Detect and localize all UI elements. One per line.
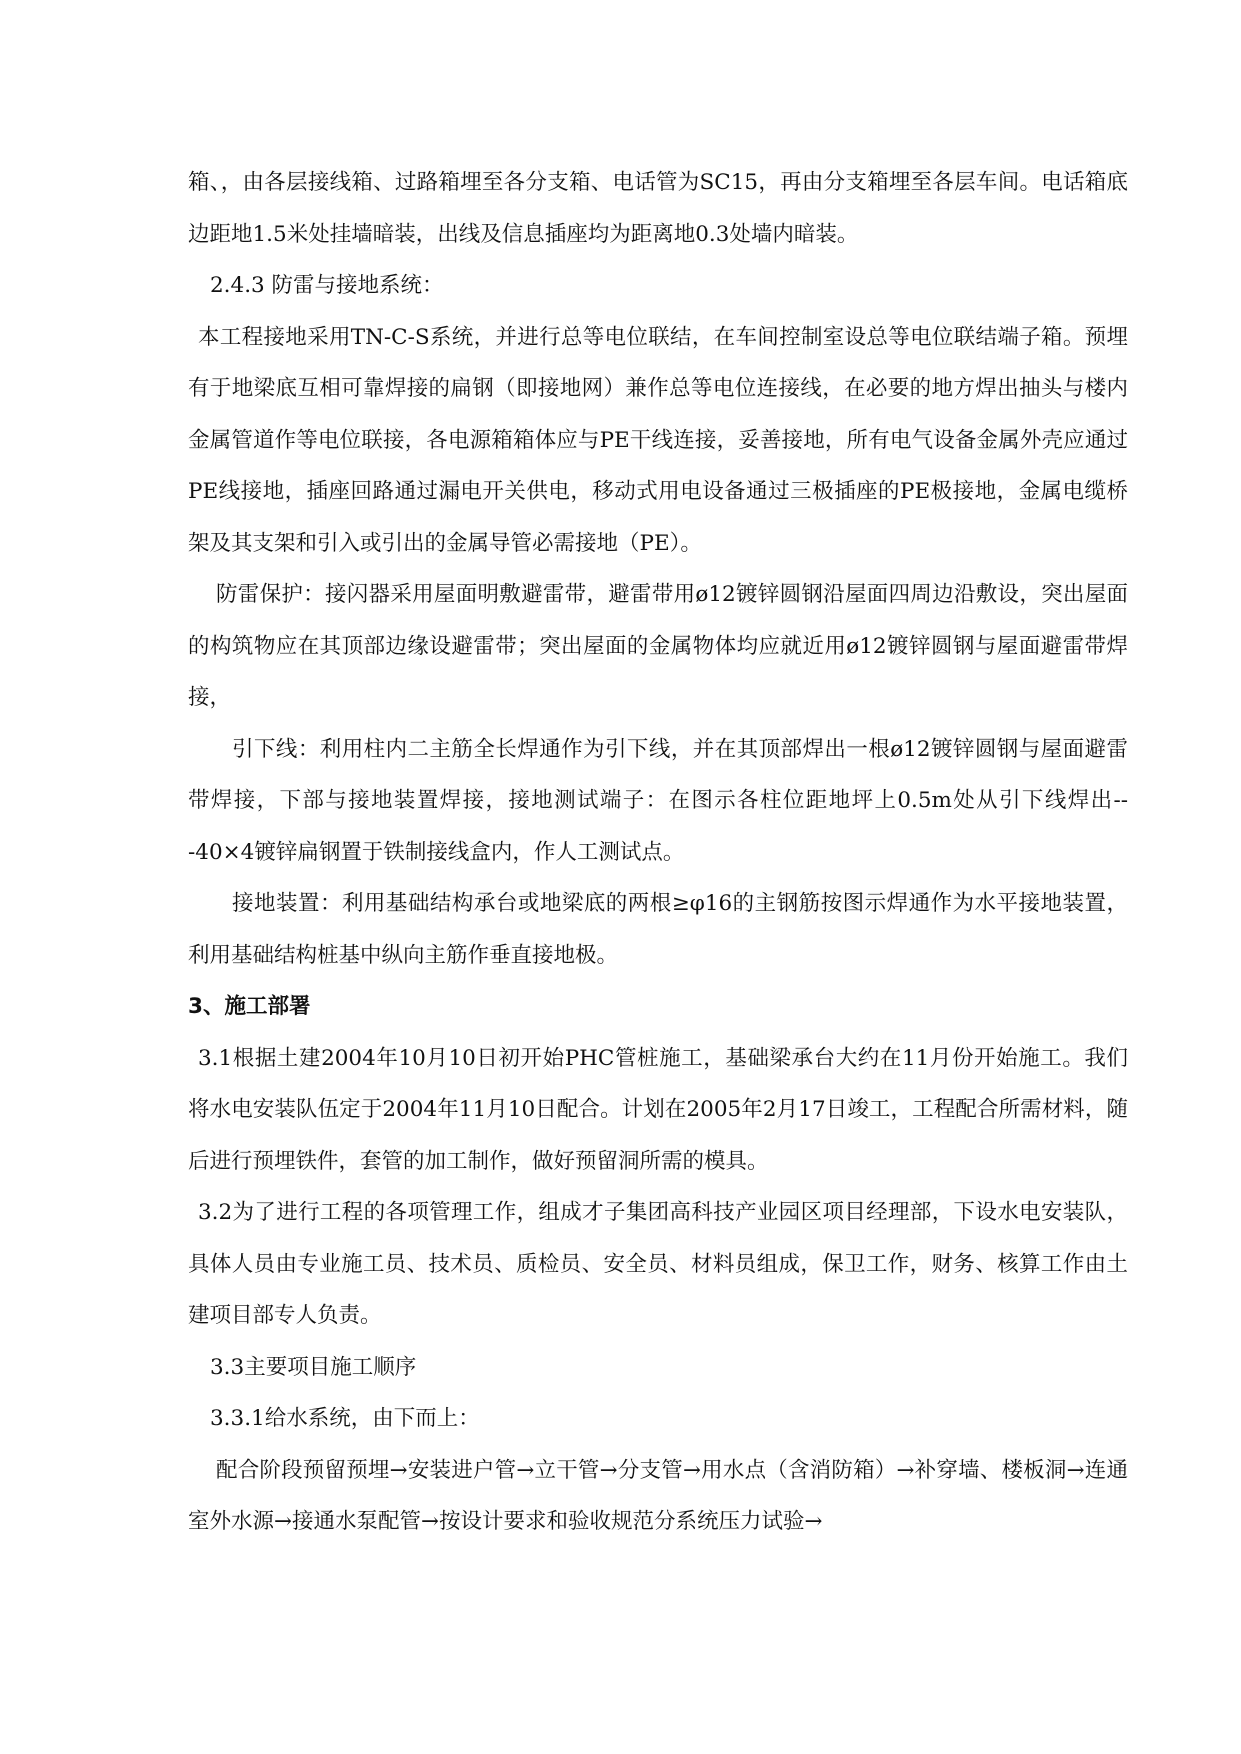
paragraph-water-supply-sequence: 配合阶段预留预埋→安装进户管→立干管→分支管→用水点（含消防箱）→补穿墙、楼板洞→连通室外水源→接通水泵配管→按设计要求和验收规范分系统压力试验→: [188, 1457, 1128, 1534]
paragraph-grounding-system: 本工程接地采用TN-C-S系统，并进行总等电位联结，在车间控制室设总等电位联结端子箱。预埋有于地梁底互相可靠焊接的扁钢（即接地网）兼作总等电位连接线，在必要的地方焊出抽头与楼内金属管道作等电位联接，各电源箱箱体应与PE干线连接，妥善接地，所有电气设备金属外壳应通过PE线接地，插座回路通过漏电开关供电，移动式用电设备通过三极插座的PE极接地，金属电缆桥架及其支架和引入或引出的金属导管必需接地（PE）。: [188, 324, 1128, 556]
document-body: [188, 157, 1128, 1548]
heading-section-3: 3、施工部署: [188, 994, 311, 1019]
paragraph-lightning-protection: 防雷保护：接闪器采用屋面明敷避雷带，避雷带用ø12镀锌圆钢沿屋面四周边沿敷设，突出屋面的构筑物应在其顶部边缘设避雷带；突出屋面的金属物体均应就近用ø12镀锌圆钢与屋面避雷带焊接，: [188, 582, 1128, 710]
paragraph-3-2: 3.2为了进行工程的各项管理工作，组成才子集团高科技产业园区项目经理部，下设水电安装队，具体人员由专业施工员、技术员、质检员、安全员、材料员组成，保卫工作，财务、核算工作由土建项目部专人负责。: [188, 1200, 1128, 1328]
paragraph-grounding-device: 接地装置：利用基础结构承台或地梁底的两根≥φ16的主钢筋按图示焊通作为水平接地装置，利用基础结构桩基中纵向主筋作垂直接地极。: [188, 891, 1128, 968]
heading-2-4-3: 2.4.3 防雷与接地系统：: [210, 273, 444, 298]
heading-3-3-1: 3.3.1给水系统，由下而上：: [210, 1406, 480, 1431]
paragraph-3-1: 3.1根据土建2004年10月10日初开始PHC管桩施工，基础梁承台大约在11月份开始施工。我们将水电安装队伍定于2004年11月10日配合。计划在2005年2月17日竣工，工程配合所需材料，随后进行预埋铁件，套管的加工制作，做好预留洞所需的模具。: [188, 1045, 1128, 1174]
heading-3-3: 3.3主要项目施工顺序: [210, 1354, 417, 1380]
paragraph-telephone-box: 箱、，由各层接线箱、过路箱埋至各分支箱、电话管为SC15，再由分支箱埋至各层车间。电话箱底边距地1.5米处挂墙暗装，出线及信息插座均为距离地0.3处墙内暗装。: [188, 170, 1128, 247]
paragraph-down-conductor: 引下线：利用柱内二主筋全长焊通作为引下线，并在其顶部焊出一根ø12镀锌圆钢与屋面避雷带焊接，下部与接地装置焊接，接地测试端子：在图示各柱位距地坪上0.5m处从引下线焊出---40×4镀锌扁钢置于铁制接线盒内，作人工测试点。: [188, 736, 1128, 865]
